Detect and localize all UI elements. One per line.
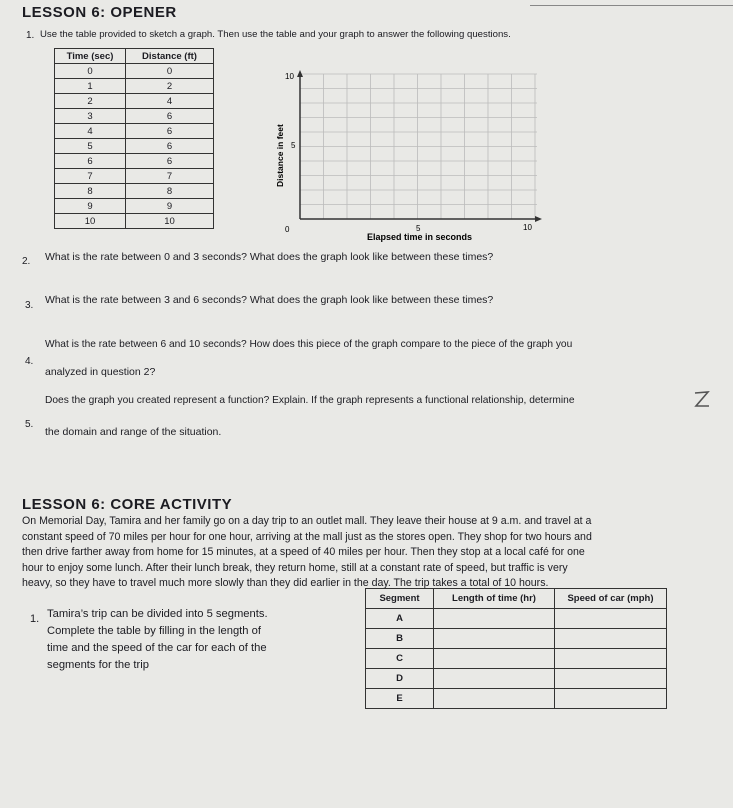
length-of-time-header: Length of time (hr) — [434, 589, 555, 609]
x-axis-arrow — [535, 216, 542, 222]
question-4-text-line-2: analyzed in question 2? — [45, 366, 156, 378]
table-row — [55, 214, 214, 229]
y-tick-label-10: 10 — [285, 72, 294, 81]
question-line: segments for the trip — [47, 659, 149, 671]
time-cell: 4 — [55, 124, 126, 139]
distance-cell: 0 — [126, 64, 214, 79]
distance-cell: 6 — [126, 154, 214, 169]
distance-cell: 4 — [126, 94, 214, 109]
opener-title: LESSON 6: OPENER — [22, 4, 177, 21]
distance-cell: 6 — [126, 109, 214, 124]
segment-row — [366, 609, 667, 629]
core-question-1-text — [47, 606, 268, 674]
question-5-text-line-2: the domain and range of the situation. — [45, 426, 222, 438]
paragraph-line: constant speed of 70 miles per hour for one hour, arriving at the mall just as the stores open. They shop for two hours and — [22, 530, 592, 543]
question-line: Tamira’s trip can be divided into 5 segments. — [47, 608, 268, 620]
x-axis-label: Elapsed time in seconds — [367, 232, 473, 242]
segment-label: D — [366, 669, 434, 689]
length-of-time-cell[interactable] — [434, 629, 555, 649]
time-distance-table — [54, 48, 214, 229]
paragraph-line: then drive farther away from home for 15 minutes, at a speed of 40 miles per hour. Then they stop at a local café for one — [22, 546, 585, 559]
table-row — [55, 154, 214, 169]
question-3-number: 3. — [25, 300, 34, 311]
x-tick-label-10: 10 — [523, 223, 532, 232]
table-row — [55, 64, 214, 79]
question-3-text: What is the rate between 3 and 6 seconds? What does the graph look like between these times? — [45, 294, 494, 306]
speed-cell[interactable] — [555, 649, 667, 669]
time-cell: 2 — [55, 94, 126, 109]
y-axis-arrow — [297, 70, 303, 77]
segment-header: Segment — [366, 589, 434, 609]
pencil-mark — [690, 388, 714, 412]
segment-label: E — [366, 689, 434, 709]
table-row — [55, 79, 214, 94]
time-cell: 5 — [55, 139, 126, 154]
length-of-time-cell[interactable] — [434, 689, 555, 709]
paragraph-line: On Memorial Day, Tamira and her family go on a day trip to an outlet mall. They leave their house at 9 a.m. and travel at a — [22, 515, 592, 527]
distance-cell: 9 — [126, 199, 214, 214]
speed-cell[interactable] — [555, 629, 667, 649]
distance-cell: 7 — [126, 169, 214, 184]
time-cell: 8 — [55, 184, 126, 199]
table-row — [55, 124, 214, 139]
segment-row — [366, 649, 667, 669]
paragraph-line: heavy, so they have to travel much more slowly than they did earlier in the day. The trip takes a total of 10 hours. — [22, 577, 549, 590]
speed-header: Speed of car (mph) — [555, 589, 667, 609]
segment-row — [366, 669, 667, 689]
y-tick-label-0: 0 — [285, 225, 290, 234]
question-2-number: 2. — [22, 256, 31, 267]
segment-row — [366, 629, 667, 649]
table-header-distance: Distance (ft) — [126, 49, 214, 64]
distance-cell: 2 — [126, 79, 214, 94]
table-row — [55, 109, 214, 124]
y-tick-label-5: 5 — [291, 141, 296, 150]
distance-cell: 6 — [126, 139, 214, 154]
paragraph-line: hour to enjoy some lunch. After their lunch break, they return home, still at a constant rate of speed, but traffic is very — [22, 561, 568, 574]
segment-row — [366, 689, 667, 709]
question-5-text-line-1: Does the graph you created represent a function? Explain. If the graph represents a functional relationship, determine — [45, 395, 575, 406]
table-row — [55, 199, 214, 214]
question-5-number: 5. — [25, 419, 34, 430]
time-cell: 3 — [55, 109, 126, 124]
time-cell: 7 — [55, 169, 126, 184]
y-axis-label: Distance in feet — [275, 124, 285, 187]
question-line: time and the speed of the car for each of the — [47, 642, 267, 654]
table-row — [55, 139, 214, 154]
table-row — [55, 169, 214, 184]
x-tick-label-5: 5 — [416, 224, 421, 233]
length-of-time-cell[interactable] — [434, 669, 555, 689]
question-2-text: What is the rate between 0 and 3 seconds? What does the graph look like between these times? — [45, 251, 494, 263]
question-4-text-line-1: What is the rate between 6 and 10 seconds? How does this piece of the graph compare to the piece of the graph you — [45, 339, 573, 350]
time-cell: 1 — [55, 79, 126, 94]
segment-label: A — [366, 609, 434, 629]
core-question-1-number: 1. — [30, 613, 40, 625]
segment-table — [365, 588, 667, 709]
time-cell: 6 — [55, 154, 126, 169]
table-row — [55, 94, 214, 109]
question-1-number: 1. — [26, 30, 35, 41]
time-cell: 0 — [55, 64, 126, 79]
time-cell: 10 — [55, 214, 126, 229]
length-of-time-cell[interactable] — [434, 609, 555, 629]
speed-cell[interactable] — [555, 609, 667, 629]
question-4-number: 4. — [25, 356, 34, 367]
question-1-text: Use the table provided to sketch a graph. Then use the table and your graph to answer the following questions. — [40, 29, 511, 40]
speed-cell[interactable] — [555, 669, 667, 689]
distance-cell: 8 — [126, 184, 214, 199]
segment-label: C — [366, 649, 434, 669]
distance-cell: 10 — [126, 214, 214, 229]
header-rule — [530, 5, 733, 6]
speed-cell[interactable] — [555, 689, 667, 709]
core-activity-title: LESSON 6: CORE ACTIVITY — [22, 496, 233, 513]
time-cell: 9 — [55, 199, 126, 214]
table-header-time: Time (sec) — [55, 49, 126, 64]
blank-graph — [255, 62, 555, 247]
table-row — [55, 184, 214, 199]
length-of-time-cell[interactable] — [434, 649, 555, 669]
distance-cell: 6 — [126, 124, 214, 139]
core-paragraph — [22, 514, 712, 592]
question-line: Complete the table by filling in the length of — [47, 625, 261, 637]
segment-label: B — [366, 629, 434, 649]
